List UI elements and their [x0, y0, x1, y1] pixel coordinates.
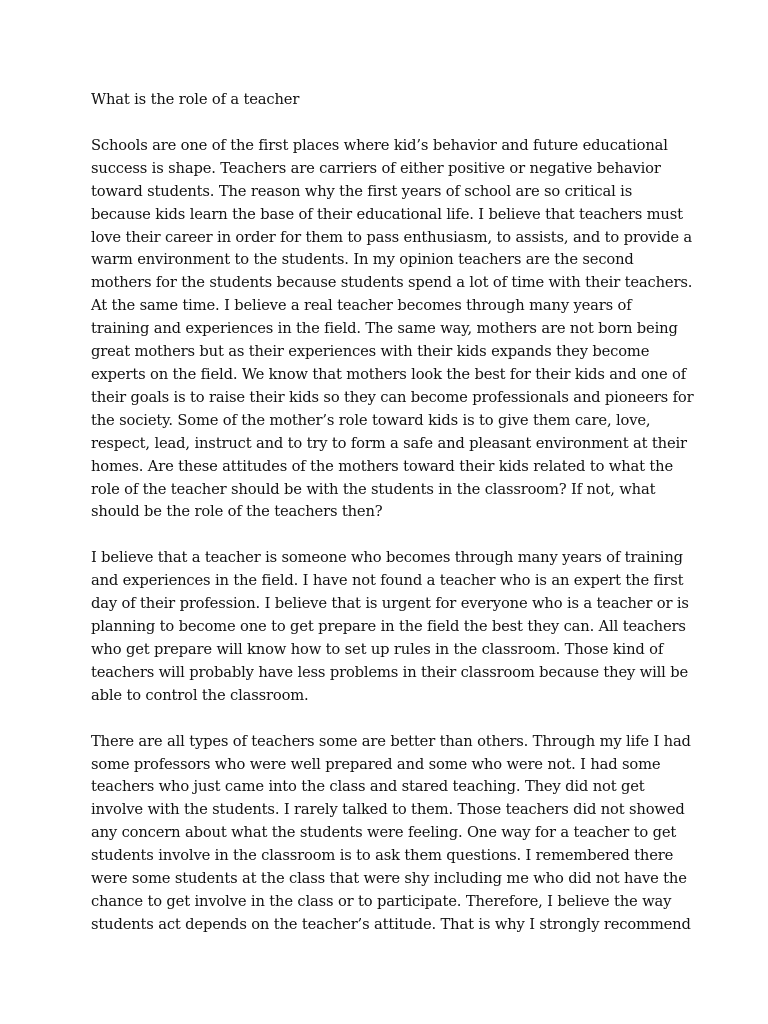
document-title: What is the role of a teacher	[91, 91, 300, 108]
paragraph-line: chance to get involve in the class or to participate. Therefore, I believe the way	[91, 893, 672, 910]
paragraph-line: success is shape. Teachers are carriers of either positive or negative behavior	[91, 159, 661, 177]
paragraph-line: love their career in order for them to pass enthusiasm, to assists, and to provide a	[91, 228, 693, 246]
paragraph-line: I believe that a teacher is someone who becomes through many years of training	[91, 549, 683, 567]
paragraph-1	[91, 135, 721, 524]
paragraph-line: respect, lead, instruct and to try to form a safe and pleasant environment at their	[91, 434, 687, 452]
paragraph-line: their goals is to raise their kids so they can become professionals and pioneers for	[91, 388, 694, 406]
paragraph-line: able to control the classroom.	[91, 686, 309, 704]
paragraph-line: students involve in the classroom is to ask them questions. I remembered there	[91, 847, 674, 865]
paragraph-line: homes. Are these attitudes of the mothers toward their kids related to what the	[91, 457, 673, 475]
paragraph-line: mothers for the students because students spend a lot of time with their teachers.	[91, 274, 693, 292]
paragraph-line: planning to become one to get prepare in the field the best they can. All teachers	[91, 618, 686, 636]
paragraph-line: At the same time. I believe a real teacher becomes through many years of	[91, 297, 632, 315]
paragraph-line: and experiences in the field. I have not found a teacher who is an expert the first	[91, 572, 684, 590]
paragraph-line: Schools are one of the first places where kid’s behavior and future educational	[91, 136, 668, 154]
paragraph-line: involve with the students. I rarely talked to them. Those teachers did not showed	[91, 801, 685, 819]
paragraph-line: teachers who just came into the class and stared teaching. They did not get	[91, 778, 645, 796]
paragraph-line: because kids learn the base of their educational life. I believe that teachers must	[91, 205, 683, 223]
paragraph-line: role of the teacher should be with the students in the classroom? If not, what	[91, 480, 656, 498]
paragraph-line: any concern about what the students were feeling. One way for a teacher to get	[91, 824, 677, 842]
paragraph-line: who get prepare will know how to set up rules in the classroom. Those kind of	[91, 640, 664, 658]
paragraph-line: experts on the field. We know that mothers look the best for their kids and one of	[91, 365, 687, 383]
paragraph-line: There are all types of teachers some are better than others. Through my life I had	[91, 732, 691, 750]
paragraph-line: warm environment to the students. In my opinion teachers are the second	[91, 251, 634, 269]
paragraph-line: day of their profession. I believe that is urgent for everyone who is a teacher or is	[91, 595, 689, 613]
paragraph-line: the society. Some of the mother’s role toward kids is to give them care, love,	[91, 411, 651, 429]
document-body	[91, 89, 721, 960]
paragraph-line: were some students at the class that were shy including me who did not have the	[91, 870, 687, 888]
paragraph-line: great mothers but as their experiences with their kids expands they become	[91, 343, 650, 361]
paragraph-line: students act depends on the teacher’s attitude. That is why I strongly recommend	[91, 915, 691, 933]
paragraph-3	[91, 731, 721, 937]
paragraph-line: training and experiences in the field. The same way, mothers are not born being	[91, 320, 678, 338]
paragraph-line: teachers will probably have less problems in their classroom because they will be	[91, 663, 689, 681]
paragraph-line: toward students. The reason why the first years of school are so critical is	[91, 182, 633, 200]
paragraph-2	[91, 547, 721, 707]
paragraph-line: some professors who were well prepared and some who were not. I had some	[91, 755, 661, 773]
paragraph-line: should be the role of the teachers then?	[91, 503, 383, 521]
